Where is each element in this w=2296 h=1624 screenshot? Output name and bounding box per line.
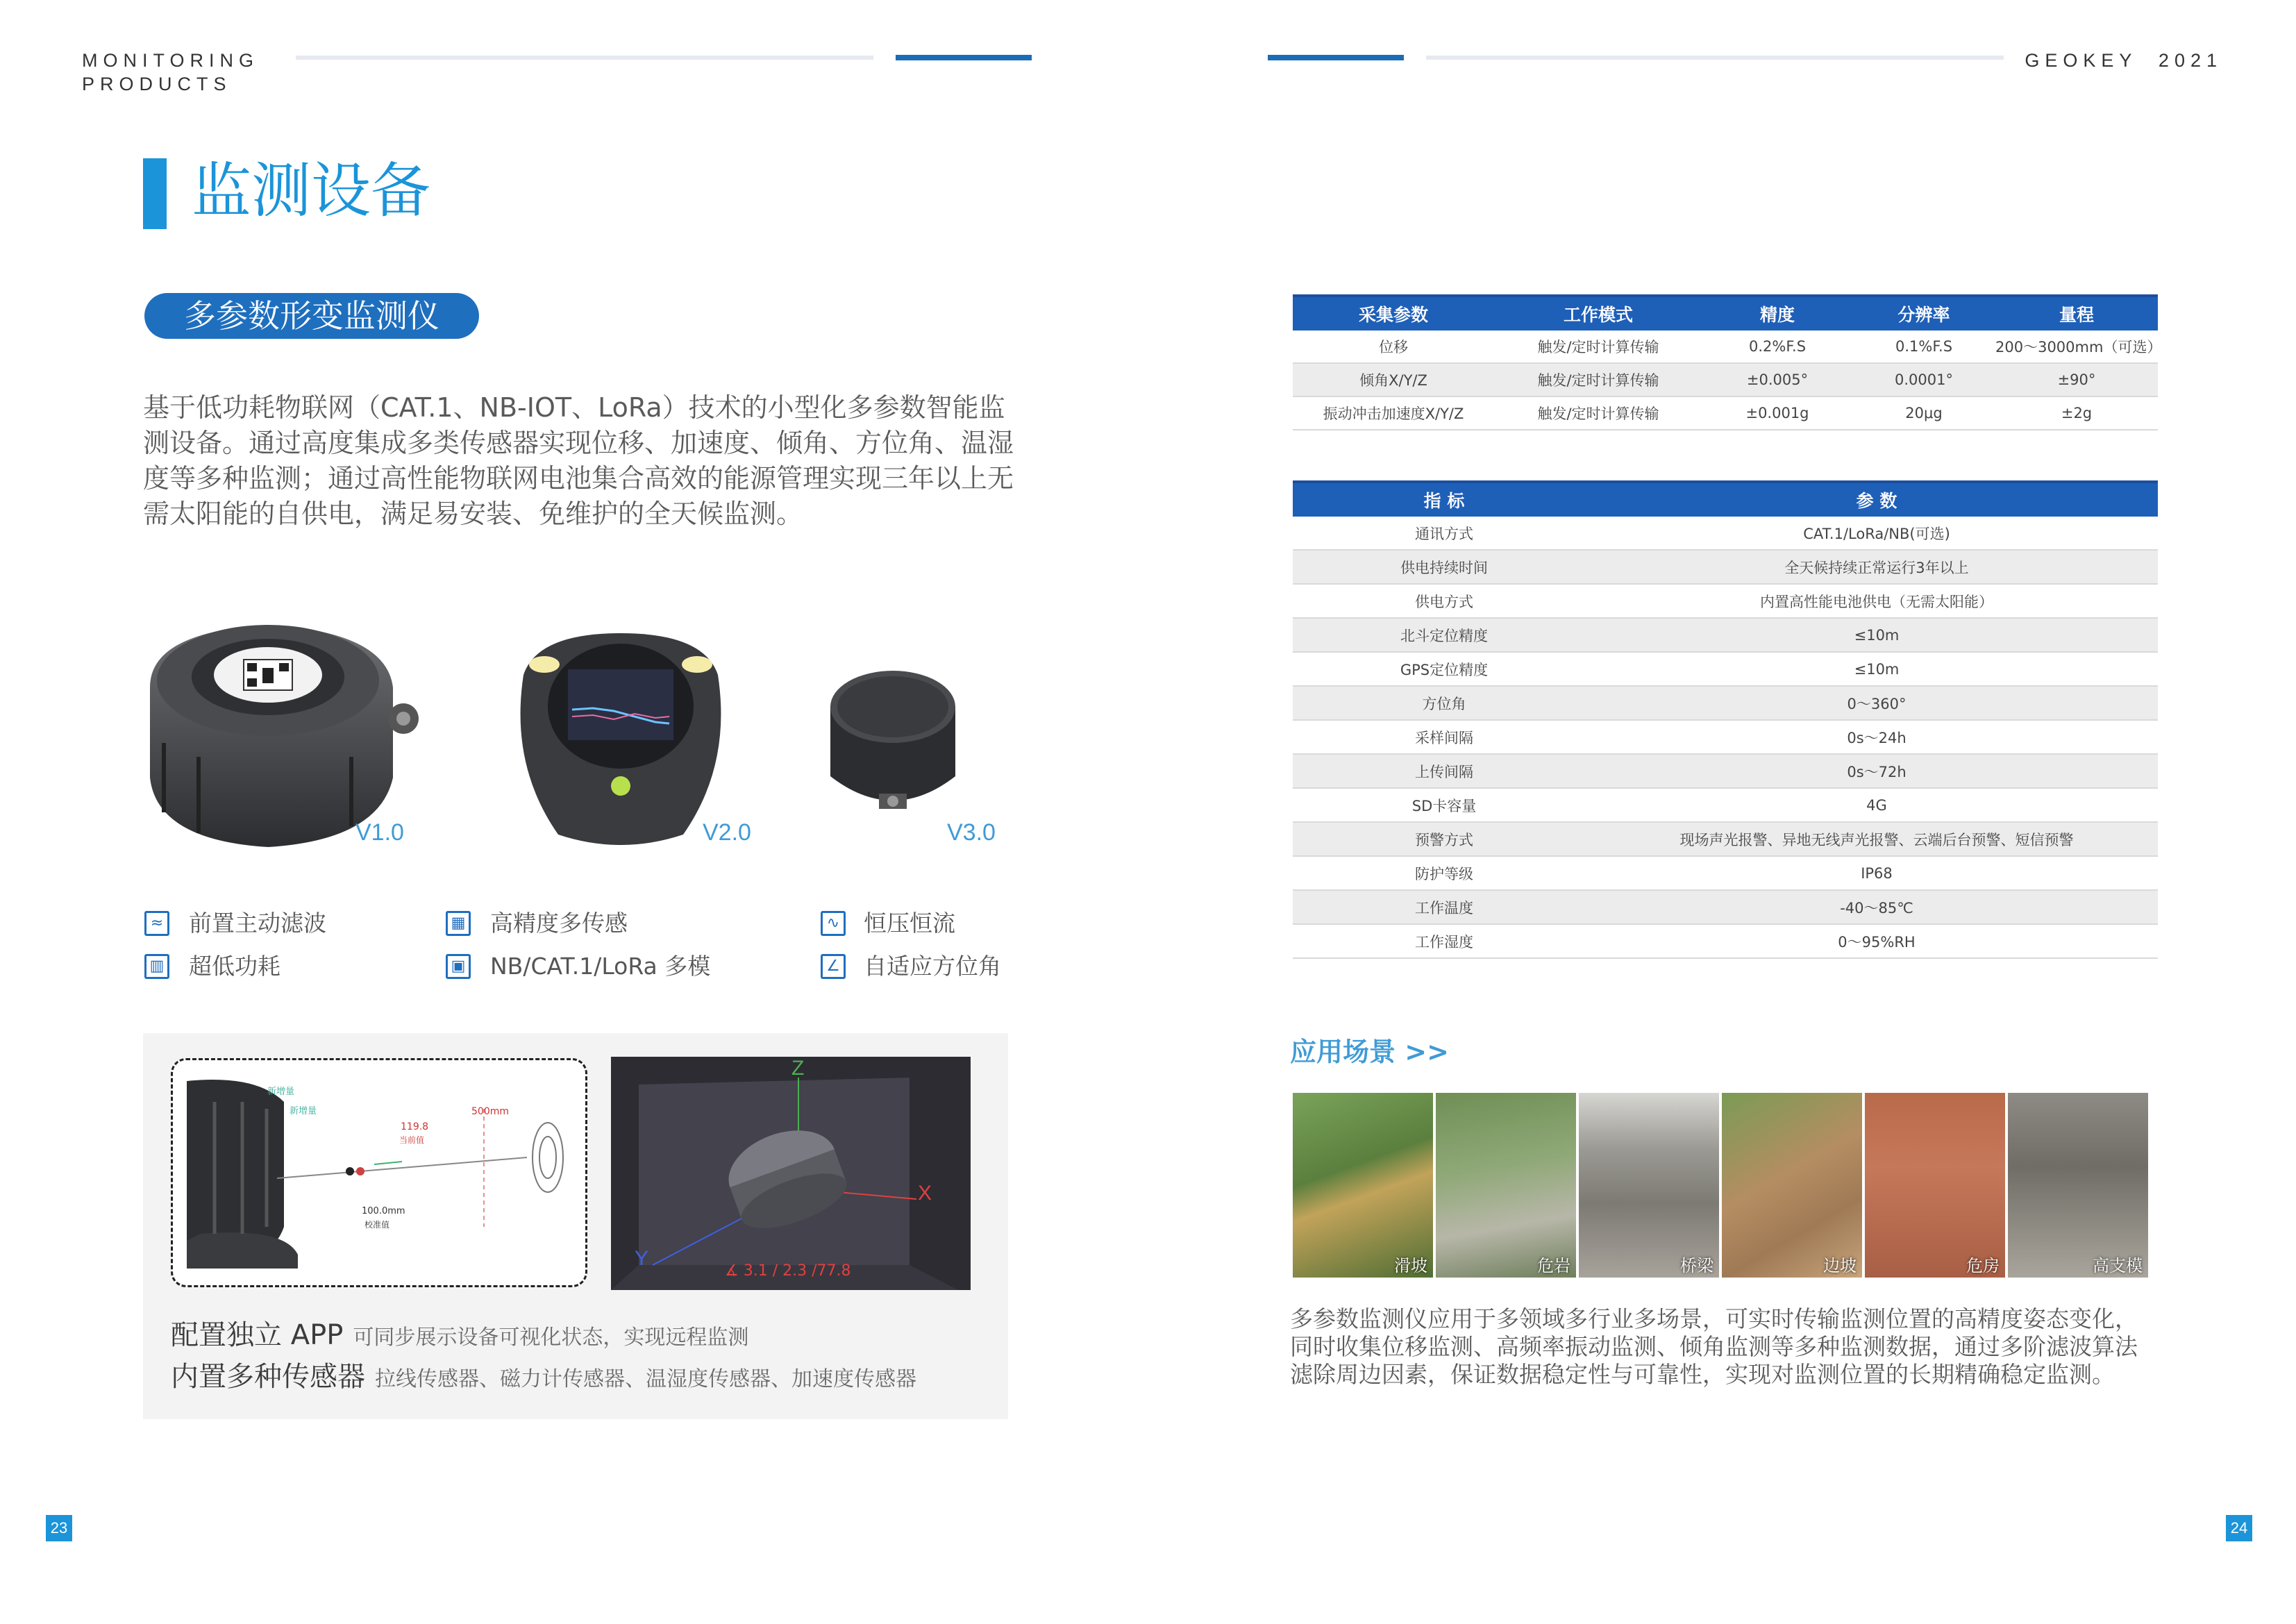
table-cell: 工作温度 xyxy=(1293,890,1595,924)
table-cell: 0s～24h xyxy=(1595,720,2158,754)
header-accent-left xyxy=(896,55,1032,60)
table-header-cell: 分辨率 xyxy=(1852,296,1995,330)
page-number-left: 23 xyxy=(46,1515,72,1541)
table-cell: 方位角 xyxy=(1293,686,1595,720)
product-name-badge: 多参数形变监测仪 xyxy=(144,293,479,339)
table-cell: ±90° xyxy=(1995,363,2158,396)
sensor-feature-text: 拉线传感器、磁力计传感器、温湿度传感器、加速度传感器 xyxy=(375,1367,916,1391)
table-header-cell: 采集参数 xyxy=(1293,296,1494,330)
table-cell: ≤10m xyxy=(1595,618,2158,652)
version-label-v3: V3.0 xyxy=(947,819,996,846)
table-cell: ±2g xyxy=(1995,396,2158,430)
table-cell: ±0.005° xyxy=(1702,363,1852,396)
displacement-diagram xyxy=(171,1058,587,1287)
table-cell: 供电持续时间 xyxy=(1293,550,1595,584)
table-cell: 0.2%F.S xyxy=(1702,330,1852,363)
diagram-label-2: 新增量 xyxy=(290,1106,317,1116)
table-header-cell: 精度 xyxy=(1702,296,1852,330)
scene-label: 桥梁 xyxy=(1680,1256,1713,1275)
scene-label: 危岩 xyxy=(1537,1256,1570,1275)
scene-photo-high-formwork xyxy=(2008,1093,2148,1278)
3d-attitude-view xyxy=(611,1057,971,1290)
table-cell: SD卡容量 xyxy=(1293,788,1595,822)
table-cell: 0.1%F.S xyxy=(1852,330,1995,363)
table-header-cell: 工作模式 xyxy=(1494,296,1702,330)
table-cell: 触发/定时计算传输 xyxy=(1494,396,1702,430)
application-description: 多参数监测仪应用于多领域多行业多场景，可实时传输监测位置的高精度姿态变化，同时收集位移监测、高频率振动监测、倾角监测等多种监测数据，通过多阶滤波算法滤除周边因素，保证数据稳定性与可靠性，实现对监测位置的长期精确稳定监测。 xyxy=(1290,1305,2138,1388)
table-cell: 0.0001° xyxy=(1852,363,1995,396)
app-feature-line xyxy=(171,1318,748,1355)
table-row xyxy=(1293,330,2158,363)
table-cell: 北斗定位精度 xyxy=(1293,618,1595,652)
diagram-range: 500mm xyxy=(471,1106,509,1117)
scene-photo-bridge xyxy=(1579,1093,1719,1278)
table-header-row xyxy=(1293,482,2158,517)
specifications-table xyxy=(1293,480,2158,959)
table-row xyxy=(1293,618,2158,652)
chip-icon: ▦ xyxy=(446,911,471,936)
table-cell: 0～95%RH xyxy=(1595,924,2158,958)
grid-icon: ▣ xyxy=(446,954,471,979)
version-label-v2: V2.0 xyxy=(703,819,751,846)
attitude-readout: ∡ 3.1 / 2.3 /77.8 xyxy=(725,1262,851,1280)
table-row xyxy=(1293,686,2158,720)
table-cell: IP68 xyxy=(1595,856,2158,890)
device-v3-image xyxy=(823,665,962,825)
feature-active-filter: 前置主动滤波 xyxy=(189,910,326,937)
feature-multi-sensor: 高精度多传感 xyxy=(490,910,628,937)
table-row xyxy=(1293,550,2158,584)
header-right-label: GEOKEY 2021 xyxy=(2025,50,2222,71)
diagram-label-1: 新增量 xyxy=(267,1087,295,1097)
app-feature-text: 可同步展示设备可视化状态，实现远程监测 xyxy=(353,1325,749,1350)
bars-icon: ▥ xyxy=(144,954,169,979)
scene-label: 边坡 xyxy=(1823,1256,1857,1275)
table-cell: 200～3000mm（可选） xyxy=(1995,330,2158,363)
table-row xyxy=(1293,652,2158,686)
table-row xyxy=(1293,754,2158,788)
scene-label: 高支模 xyxy=(2093,1256,2143,1275)
table-row xyxy=(1293,584,2158,618)
table-cell: CAT.1/LoRa/NB(可选) xyxy=(1595,517,2158,550)
diagram-value-current: 119.8 xyxy=(401,1121,429,1132)
angle-icon: ∠ xyxy=(821,954,846,979)
product-intro: 基于低功耗物联网（CAT.1、NB-IOT、LoRa）技术的小型化多参数智能监测设备。通过高度集成多类传感器实现位移、加速度、倾角、方位角、温湿度等多种监测；通过高性能物联网电池集合高效的能源管理实现三年以上无需太阳能的自供电，满足易安装、免维护的全天候监测。 xyxy=(143,392,1014,529)
table-cell: 防护等级 xyxy=(1293,856,1595,890)
table-header-cell: 指 标 xyxy=(1293,482,1595,517)
pulse-icon: ∿ xyxy=(821,911,846,936)
wave-icon: ≈ xyxy=(144,911,169,936)
feature-multi-mode: NB/CAT.1/LoRa 多模 xyxy=(490,953,711,980)
version-label-v1: V1.0 xyxy=(355,819,404,846)
page-number-right: 24 xyxy=(2226,1515,2252,1541)
app-feature-title: 配置独立 APP xyxy=(171,1319,344,1351)
table-row xyxy=(1293,720,2158,754)
table-row xyxy=(1293,856,2158,890)
application-scenarios-title: 应用场景 >> xyxy=(1290,1037,1449,1067)
table-header-row xyxy=(1293,296,2158,330)
scene-label: 滑坡 xyxy=(1394,1256,1427,1275)
table-cell: 内置高性能电池供电（无需太阳能） xyxy=(1595,584,2158,618)
table-row xyxy=(1293,363,2158,396)
table-cell: 0～360° xyxy=(1595,686,2158,720)
scene-photo-dangerous-house xyxy=(1865,1093,2005,1278)
header-divider-right xyxy=(1426,56,2004,60)
table-row xyxy=(1293,890,2158,924)
table-row xyxy=(1293,924,2158,958)
title-accent-bar xyxy=(143,158,167,229)
axis-y-label: Y xyxy=(635,1247,649,1270)
scene-photo-slope xyxy=(1722,1093,1862,1278)
table-header-cell: 量程 xyxy=(1995,296,2158,330)
table-cell: -40～85℃ xyxy=(1595,890,2158,924)
device-v1-image xyxy=(143,604,435,854)
table-header-cell: 参 数 xyxy=(1595,482,2158,517)
diagram-label-calibrated: 校准值 xyxy=(364,1220,390,1230)
sensor-feature-title: 内置多种传感器 xyxy=(171,1361,365,1393)
feature-constant-power: 恒压恒流 xyxy=(864,910,955,937)
axis-x-label: X xyxy=(918,1182,932,1205)
table-cell: 工作湿度 xyxy=(1293,924,1595,958)
table-cell: ±0.001g xyxy=(1702,396,1852,430)
table-cell: 通讯方式 xyxy=(1293,517,1595,550)
diagram-label-current: 当前值 xyxy=(399,1135,425,1145)
scene-photo-landslide xyxy=(1293,1093,1433,1278)
table-cell: 现场声光报警、异地无线声光报警、云端后台预警、短信预警 xyxy=(1595,822,2158,856)
table-cell: 0s～72h xyxy=(1595,754,2158,788)
sensor-feature-line xyxy=(171,1359,916,1397)
table-row xyxy=(1293,788,2158,822)
measurement-parameters-table xyxy=(1293,294,2162,430)
table-cell: ≤10m xyxy=(1595,652,2158,686)
table-cell: 采样间隔 xyxy=(1293,720,1595,754)
table-cell: 预警方式 xyxy=(1293,822,1595,856)
table-row xyxy=(1293,396,2158,430)
table-cell: 触发/定时计算传输 xyxy=(1494,330,1702,363)
table-cell: GPS定位精度 xyxy=(1293,652,1595,686)
feature-adaptive-azimuth: 自适应方位角 xyxy=(864,953,1001,980)
header-divider-left xyxy=(296,56,873,60)
header-accent-right xyxy=(1268,55,1404,60)
device-v2-image xyxy=(510,626,732,848)
table-cell: 20μg xyxy=(1852,396,1995,430)
page-title: 监测设备 xyxy=(192,156,430,226)
table-cell: 4G xyxy=(1595,788,2158,822)
table-cell: 上传间隔 xyxy=(1293,754,1595,788)
scene-photo-dangerous-rock xyxy=(1436,1093,1576,1278)
feature-low-power: 超低功耗 xyxy=(189,953,280,980)
table-cell: 振动冲击加速度X/Y/Z xyxy=(1293,396,1494,430)
axis-z-label: Z xyxy=(791,1057,805,1080)
table-row xyxy=(1293,822,2158,856)
table-cell: 位移 xyxy=(1293,330,1494,363)
header-left-label: MONITORING PRODUCTS xyxy=(82,50,259,94)
table-cell: 全天候持续正常运行3年以上 xyxy=(1595,550,2158,584)
diagram-value-calibrated: 100.0mm xyxy=(362,1206,405,1216)
table-cell: 供电方式 xyxy=(1293,584,1595,618)
table-cell: 触发/定时计算传输 xyxy=(1494,363,1702,396)
scene-label: 危房 xyxy=(1966,1256,2000,1275)
table-cell: 倾角X/Y/Z xyxy=(1293,363,1494,396)
table-row xyxy=(1293,517,2158,550)
